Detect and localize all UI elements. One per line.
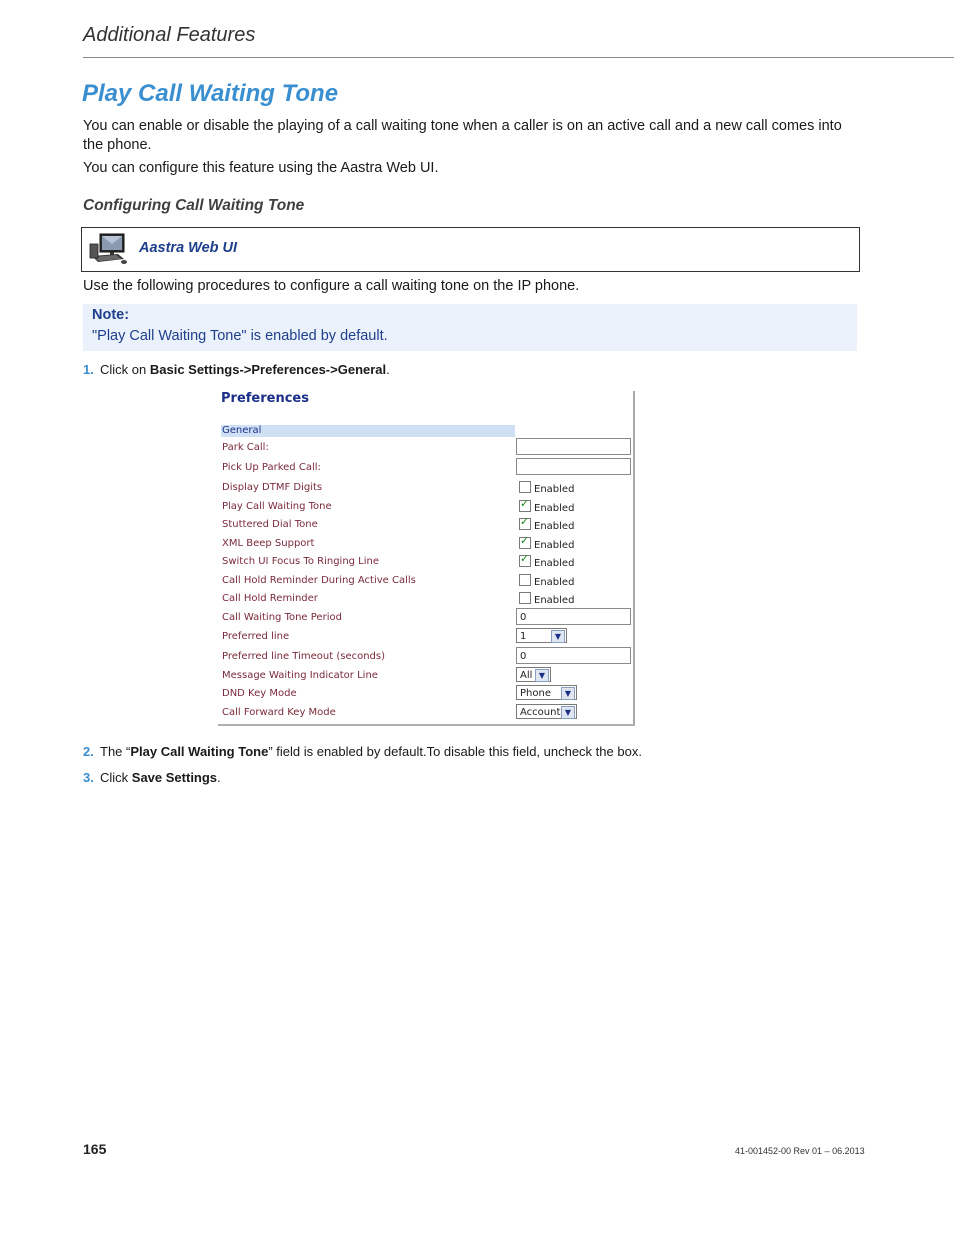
preference-label: Park Call: <box>222 442 269 453</box>
checkbox-label: Enabled <box>534 503 575 514</box>
page-number: 165 <box>83 1141 107 1157</box>
preference-checkbox[interactable] <box>519 574 531 586</box>
preference-checkbox[interactable] <box>519 537 531 549</box>
preference-checkbox[interactable] <box>519 518 531 530</box>
checkbox-label: Enabled <box>534 595 575 606</box>
step-text: Click <box>100 770 132 785</box>
page-title: Play Call Waiting Tone <box>82 80 339 107</box>
preference-checkbox[interactable] <box>519 481 531 493</box>
preference-label: XML Beep Support <box>222 538 315 549</box>
step-2 <box>83 744 642 759</box>
note-text: "Play Call Waiting Tone" is enabled by default. <box>92 328 388 344</box>
step-3 <box>83 770 221 785</box>
preference-input[interactable] <box>516 458 631 475</box>
step-number: 1. <box>83 362 94 377</box>
preference-input[interactable]: 0 <box>516 647 631 664</box>
note-box <box>83 304 857 351</box>
general-section-label: General <box>222 425 262 436</box>
checkbox-label: Enabled <box>534 558 575 569</box>
general-section-bar <box>221 425 515 437</box>
preference-select[interactable] <box>516 685 577 700</box>
select-value: 1 <box>520 631 527 642</box>
checkbox-label: Enabled <box>534 521 575 532</box>
step-number: 3. <box>83 770 94 785</box>
preference-label: Call Waiting Tone Period <box>222 612 342 623</box>
preference-select[interactable] <box>516 667 551 682</box>
select-value: All <box>520 670 533 681</box>
note-title: Note: <box>92 307 130 323</box>
step-bold-text: Play Call Waiting Tone <box>130 744 269 759</box>
preference-select[interactable] <box>516 628 567 643</box>
step-text: Click on <box>100 362 150 377</box>
chevron-down-icon[interactable]: ▼ <box>535 669 549 682</box>
preference-label: DND Key Mode <box>222 688 297 699</box>
chevron-down-icon[interactable]: ▼ <box>561 687 575 700</box>
preference-label: Play Call Waiting Tone <box>222 501 332 512</box>
preference-label: Call Forward Key Mode <box>222 707 336 718</box>
preference-checkbox[interactable] <box>519 592 531 604</box>
preference-input[interactable]: 0 <box>516 608 631 625</box>
checkbox-label: Enabled <box>534 577 575 588</box>
preference-label: Preferred line <box>222 631 290 642</box>
checkbox-label: Enabled <box>534 540 575 551</box>
step-text: The “ <box>100 744 131 759</box>
step-text: ” field is enabled by default.To disable this field, uncheck the box. <box>268 744 642 759</box>
subheading: Configuring Call Waiting Tone <box>83 197 305 214</box>
chevron-down-icon[interactable]: ▼ <box>561 706 575 719</box>
preference-label: Switch UI Focus To Ringing Line <box>222 556 380 567</box>
preferences-screenshot <box>218 391 635 724</box>
step-1 <box>83 362 390 377</box>
step-bold-text: Save Settings <box>131 770 218 785</box>
preference-label: Call Hold Reminder <box>222 593 318 604</box>
preference-label: Preferred line Timeout (seconds) <box>222 651 386 662</box>
preference-label: Pick Up Parked Call: <box>222 462 321 473</box>
step-text: . <box>217 770 221 785</box>
preference-label: Stuttered Dial Tone <box>222 519 318 530</box>
preference-checkbox[interactable] <box>519 500 531 512</box>
preference-checkbox[interactable] <box>519 555 531 567</box>
computer-icon <box>88 232 128 266</box>
web-ui-label: Aastra Web UI <box>139 240 238 256</box>
step-number: 2. <box>83 744 94 759</box>
chevron-down-icon[interactable]: ▼ <box>551 630 565 643</box>
intro-paragraph-line-2: the phone. <box>83 137 152 153</box>
select-value: Account <box>520 707 561 718</box>
step-bold-text: Basic Settings->Preferences->General <box>149 362 387 377</box>
web-ui-box <box>81 227 860 272</box>
screenshot-border <box>218 724 635 726</box>
intro-paragraph-2: You can configure this feature using the Aastra Web UI. <box>83 160 439 176</box>
step-text: . <box>386 362 390 377</box>
preferences-title: Preferences <box>221 391 309 406</box>
document-code: 41-001452-00 Rev 01 – 06.2013 <box>735 1146 865 1156</box>
header-rule <box>83 57 954 58</box>
checkbox-label: Enabled <box>534 484 575 495</box>
select-value: Phone <box>520 688 551 699</box>
screenshot-border <box>633 391 635 726</box>
preference-label: Call Hold Reminder During Active Calls <box>222 575 416 586</box>
preference-select[interactable] <box>516 704 577 719</box>
section-header: Additional Features <box>83 24 256 46</box>
intro-paragraph-line-1: You can enable or disable the playing of a call waiting tone when a caller is on an active call and a new call comes into <box>83 118 842 134</box>
preference-input[interactable] <box>516 438 631 455</box>
preference-label: Display DTMF Digits <box>222 482 323 493</box>
procedure-intro: Use the following procedures to configure a call waiting tone on the IP phone. <box>83 278 580 294</box>
preference-label: Message Waiting Indicator Line <box>222 670 378 681</box>
